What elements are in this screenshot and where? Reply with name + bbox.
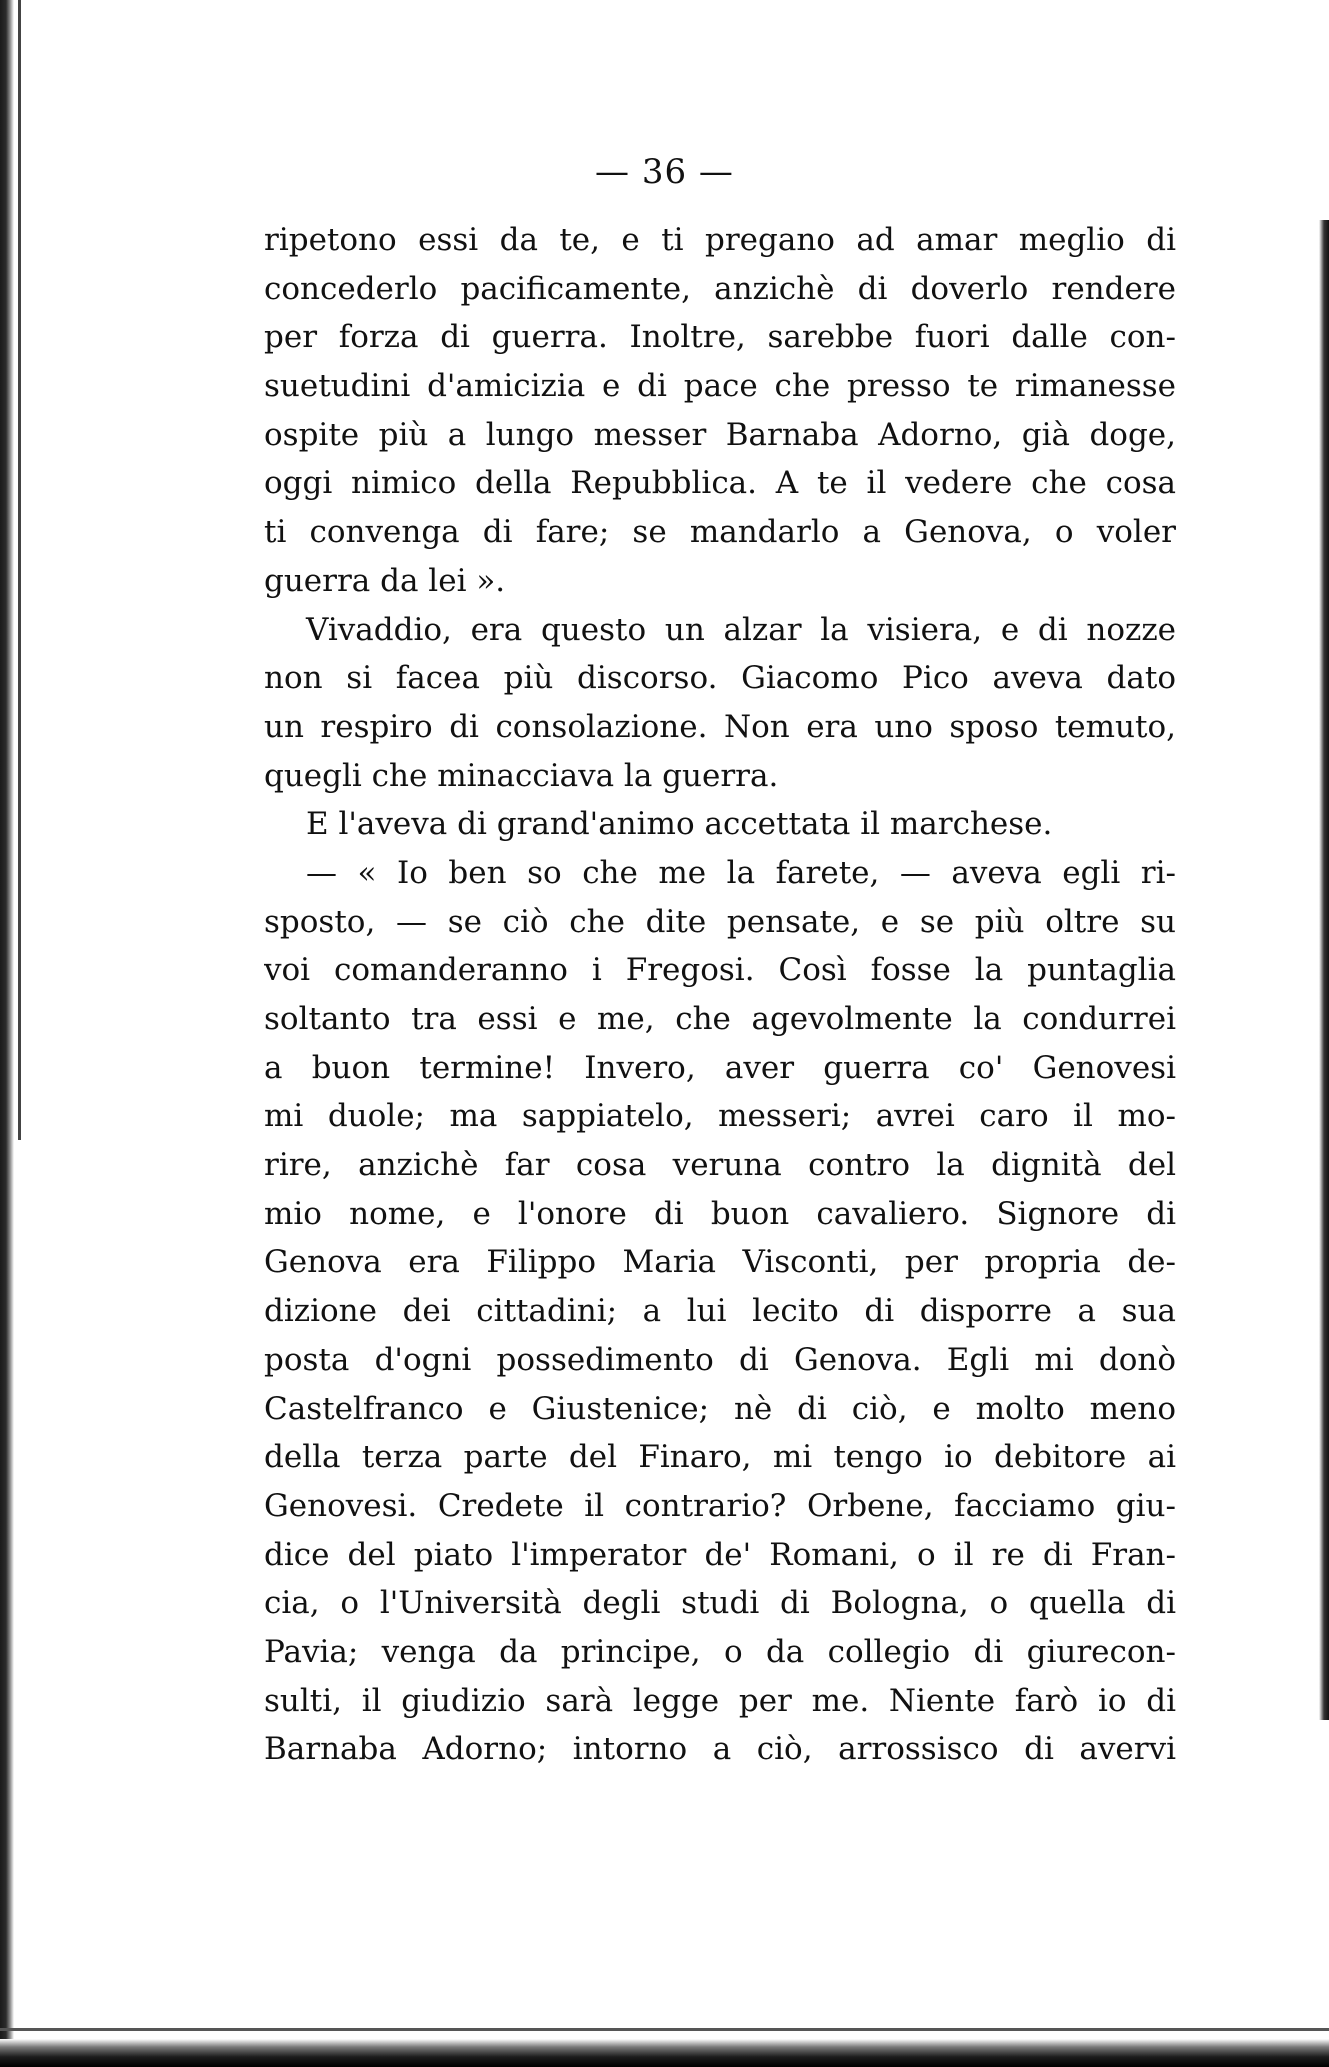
text-line: Genova era Filippo Maria Visconti, per propria de-	[264, 1244, 1176, 1281]
text-line: Genovesi. Credete il contrario? Orbene, facciamo giu-	[264, 1487, 1176, 1524]
text-line: Pavia; venga da principe, o da collegio di giurecon-	[264, 1633, 1176, 1670]
text-line: quegli che minacciava la guerra.	[264, 757, 779, 794]
scan-edge-bottom-line	[0, 2028, 1329, 2031]
text-line: oggi nimico della Repubblica. A te il vedere che cosa	[264, 465, 1176, 502]
scan-edge-bottom	[0, 2039, 1329, 2067]
text-line: guerra da lei ».	[264, 562, 506, 599]
text-line: E l'aveva di grand'animo accettata il marchese.	[306, 806, 1053, 843]
text-line: per forza di guerra. Inoltre, sarebbe fuori dalle con-	[264, 319, 1176, 356]
text-line: cia, o l'Università degli studi di Bologna, o quella di	[264, 1585, 1176, 1622]
text-line: concederlo pacificamente, anzichè di doverlo rendere	[264, 270, 1176, 307]
text-line: voi comanderanno i Fregosi. Così fosse la puntaglia	[264, 952, 1176, 989]
text-line: — « Io ben so che me la farete, — aveva egli ri-	[306, 854, 1176, 891]
scan-edge-left	[0, 0, 14, 2067]
body-text	[264, 216, 1176, 1774]
text-line: dizione dei cittadini; a lui lecito di disporre a sua	[264, 1293, 1176, 1330]
text-line: mi duole; ma sappiatelo, messeri; avrei caro il mo-	[264, 1098, 1176, 1135]
text-line: sposto, — se ciò che dite pensate, e se più oltre su	[264, 903, 1176, 940]
text-line: Barnaba Adorno; intorno a ciò, arrossisco di avervi	[264, 1731, 1176, 1768]
text-line: della terza parte del Finaro, mi tengo io debitore ai	[264, 1439, 1176, 1476]
text-line: non si facea più discorso. Giacomo Pico aveva dato	[264, 660, 1176, 697]
text-line: un respiro di consolazione. Non era uno sposo temuto,	[264, 708, 1176, 745]
text-line: ripetono essi da te, e ti pregano ad amar meglio di	[264, 222, 1176, 258]
text-line: rire, anzichè far cosa veruna contro la dignità del	[264, 1147, 1176, 1184]
text-line: Castelfranco e Giustenice; nè di ciò, e molto meno	[264, 1390, 1176, 1427]
text-line: ospite più a lungo messer Barnaba Adorno, già doge,	[264, 416, 1176, 453]
text-line: Vivaddio, era questo un alzar la visiera, e di nozze	[306, 611, 1176, 648]
text-line: ti convenga di fare; se mandarlo a Genova, o voler	[264, 514, 1176, 551]
text-line: dice del piato l'imperator de' Romani, o il re di Fran-	[264, 1536, 1176, 1573]
text-line: suetudini d'amicizia e di pace che presso te rimanesse	[264, 368, 1176, 405]
text-line: a buon termine! Invero, aver guerra co' Genovesi	[264, 1049, 1176, 1086]
text-line: sulti, il giudizio sarà legge per me. Niente farò io di	[264, 1682, 1176, 1719]
scan-edge-right	[1319, 220, 1329, 1720]
text-line: soltanto tra essi e me, che agevolmente la condurrei	[264, 1001, 1176, 1037]
text-line: mio nome, e l'onore di buon cavaliero. Signore di	[264, 1195, 1176, 1232]
text-line: posta d'ogni possedimento di Genova. Egli mi donò	[264, 1341, 1176, 1378]
page-number: — 36 —	[595, 152, 734, 192]
